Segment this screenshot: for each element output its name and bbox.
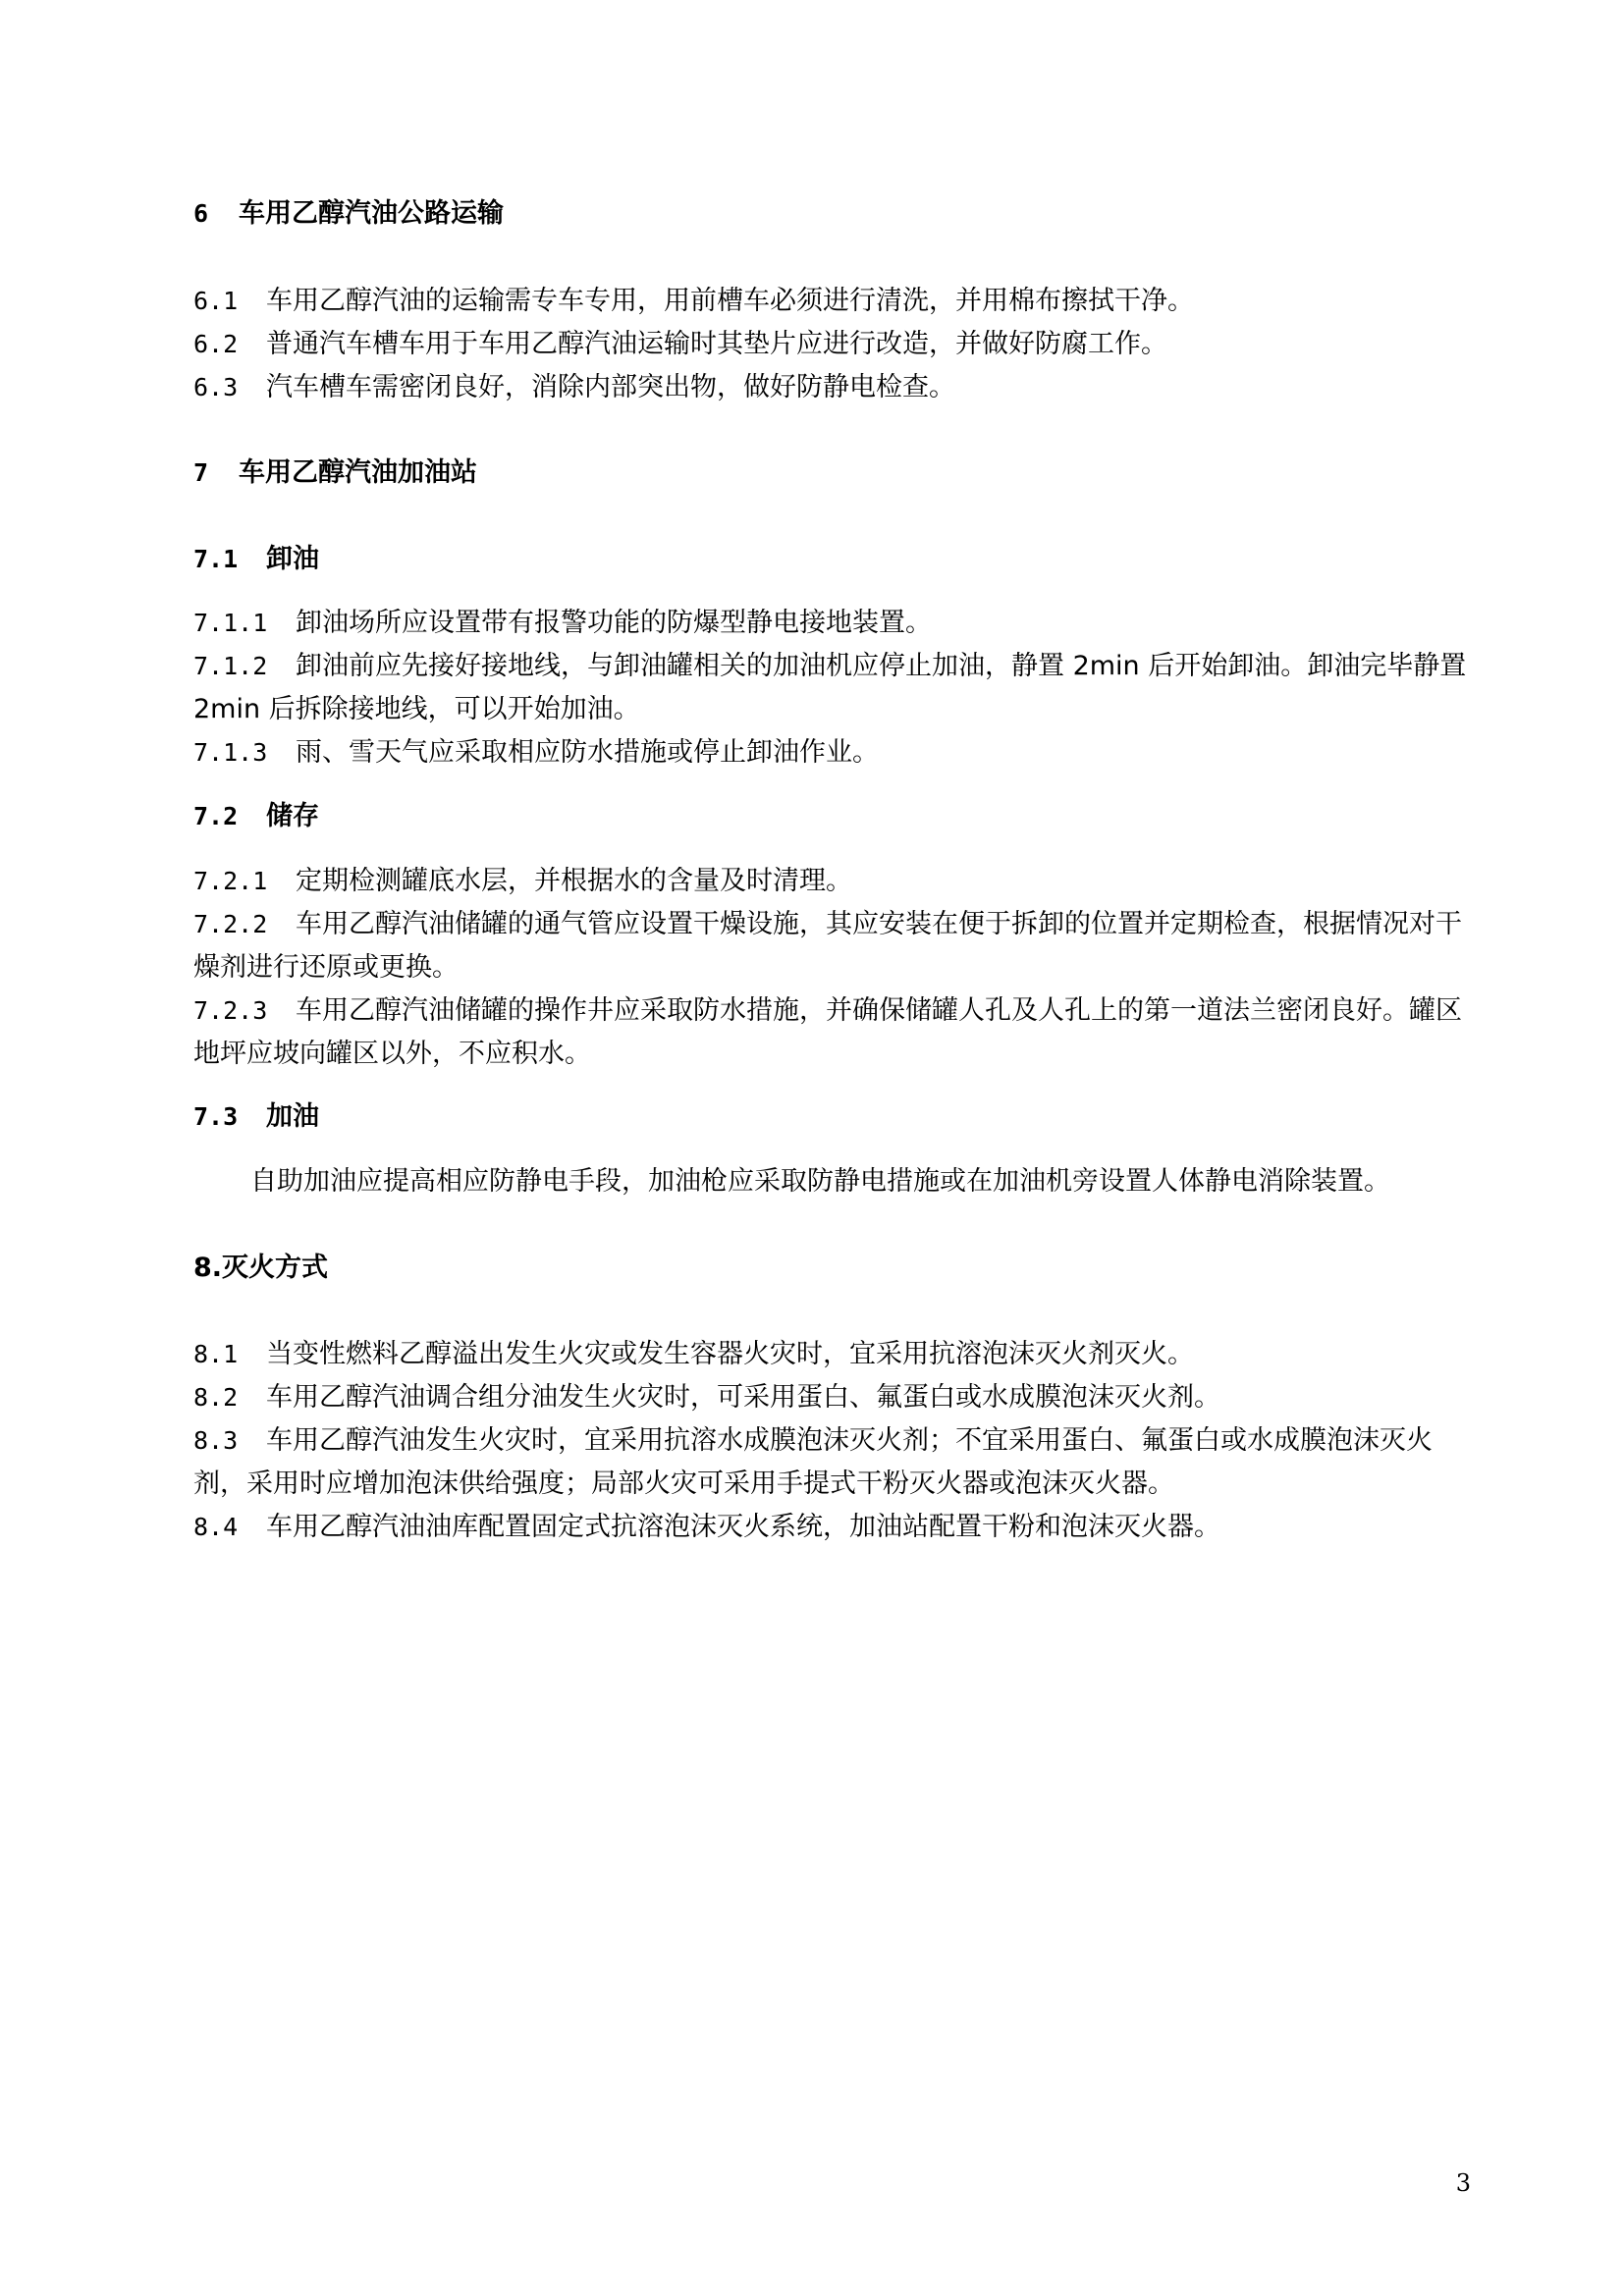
clause-number: 8.1 bbox=[193, 1340, 239, 1368]
clause-number: 7.2.2 bbox=[193, 910, 268, 938]
section-8-heading bbox=[193, 1247, 1475, 1290]
clause-number: 6.2 bbox=[193, 330, 239, 358]
subsection-number: 7.3 bbox=[193, 1102, 239, 1131]
clause-8-2 bbox=[193, 1376, 1475, 1419]
subsection-number: 7.2 bbox=[193, 802, 239, 830]
clause-number: 6.3 bbox=[193, 373, 239, 401]
section-number: 6 bbox=[193, 199, 209, 228]
clause-number: 8.3 bbox=[193, 1426, 239, 1455]
clause-text: 卸油场所应设置带有报警功能的防爆型静电接地装置。 bbox=[296, 608, 932, 638]
clause-text: 车用乙醇汽油储罐的通气管应设置干燥设施，其应安装在便于拆卸的位置并定期检查，根据情况对干燥剂进行还原或更换。 bbox=[193, 909, 1462, 983]
clause-text: 定期检测罐底水层，并根据水的含量及时清理。 bbox=[296, 866, 852, 896]
clause-7-2-3 bbox=[193, 989, 1475, 1076]
clause-text: 普通汽车槽车用于车用乙醇汽油运输时其垫片应进行改造，并做好防腐工作。 bbox=[266, 329, 1167, 359]
clause-number: 7.1.2 bbox=[193, 652, 268, 680]
clause-7-1-3 bbox=[193, 731, 1475, 774]
subsection-7-1-heading bbox=[193, 538, 1475, 581]
clause-number: 8.2 bbox=[193, 1383, 239, 1412]
section-number: 7 bbox=[193, 458, 209, 487]
clause-8-1 bbox=[193, 1333, 1475, 1376]
section-6-heading bbox=[193, 192, 1475, 236]
clause-text: 雨、雪天气应采取相应防水措施或停止卸油作业。 bbox=[296, 737, 879, 768]
clause-8-4 bbox=[193, 1506, 1475, 1549]
page-number: 3 bbox=[1455, 2169, 1471, 2197]
clause-number: 7.2.1 bbox=[193, 867, 268, 895]
clause-6-2 bbox=[193, 323, 1475, 366]
subsection-7-2-heading bbox=[193, 795, 1475, 838]
subsection-7-3-heading bbox=[193, 1095, 1475, 1139]
section-title: 车用乙醇汽油加油站 bbox=[239, 457, 477, 488]
clause-text: 车用乙醇汽油储罐的操作井应采取防水措施，并确保储罐人孔及人孔上的第一道法兰密闭良好。罐区地坪应坡向罐区以外，不应积水。 bbox=[193, 995, 1462, 1069]
clause-number: 7.1.1 bbox=[193, 609, 268, 637]
section-title: 灭火方式 bbox=[222, 1253, 329, 1283]
clause-7-1-1 bbox=[193, 602, 1475, 645]
clause-text: 当变性燃料乙醇溢出发生火灾或发生容器火灾时，宜采用抗溶泡沫灭火剂灭火。 bbox=[266, 1339, 1194, 1369]
clause-text: 汽车槽车需密闭良好，消除内部突出物，做好防静电检查。 bbox=[266, 372, 955, 402]
clause-8-3 bbox=[193, 1419, 1475, 1506]
subsection-title: 储存 bbox=[266, 801, 319, 831]
section-title: 车用乙醇汽油公路运输 bbox=[239, 198, 504, 229]
section-number: 8. bbox=[193, 1253, 223, 1283]
clause-number: 7.1.3 bbox=[193, 738, 268, 767]
clause-text: 卸油前应先接好接地线，与卸油罐相关的加油机应停止加油，静置 2min 后开始卸油。卸油完毕静置 2min 后拆除接地线，可以开始加油。 bbox=[193, 651, 1467, 724]
clause-number: 6.1 bbox=[193, 287, 239, 315]
section-7-heading bbox=[193, 452, 1475, 495]
subsection-title: 卸油 bbox=[266, 544, 319, 574]
subsection-title: 加油 bbox=[266, 1101, 319, 1132]
clause-number: 7.2.3 bbox=[193, 996, 268, 1025]
subsection-number: 7.1 bbox=[193, 545, 239, 573]
clause-6-3 bbox=[193, 366, 1475, 409]
clause-text: 车用乙醇汽油油库配置固定式抗溶泡沫灭火系统，加油站配置干粉和泡沫灭火器。 bbox=[266, 1512, 1220, 1542]
clause-text: 车用乙醇汽油调合组分油发生火灾时，可采用蛋白、氟蛋白或水成膜泡沫灭火剂。 bbox=[266, 1382, 1220, 1413]
clause-7-2-2 bbox=[193, 903, 1475, 989]
clause-text: 车用乙醇汽油的运输需专车专用，用前槽车必须进行清洗，并用棉布擦拭干净。 bbox=[266, 286, 1194, 316]
paragraph-7-3: 自助加油应提高相应防静电手段，加油枪应采取防静电措施或在加油机旁设置人体静电消除装置。 bbox=[250, 1166, 1390, 1197]
clause-7-1-2 bbox=[193, 645, 1475, 731]
clause-7-2-1 bbox=[193, 860, 1475, 903]
clause-text: 车用乙醇汽油发生火灾时，宜采用抗溶水成膜泡沫灭火剂；不宜采用蛋白、氟蛋白或水成膜泡沫灭火剂，采用时应增加泡沫供给强度；局部火灾可采用手提式干粉灭火器或泡沫灭火器。 bbox=[193, 1425, 1433, 1499]
clause-6-1 bbox=[193, 280, 1475, 323]
clause-number: 8.4 bbox=[193, 1513, 239, 1541]
